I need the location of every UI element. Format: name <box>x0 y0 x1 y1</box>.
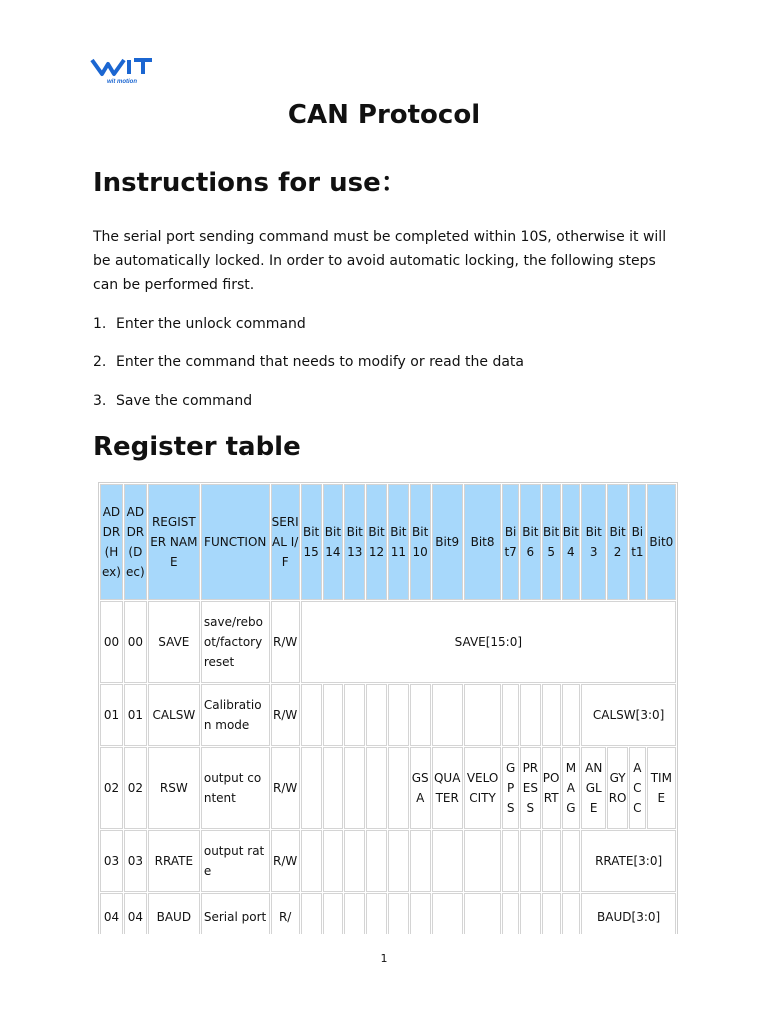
empty-bit-cell <box>344 830 365 892</box>
register-name-cell: BAUD <box>148 893 200 934</box>
header-cell: Bit4 <box>562 484 581 600</box>
register-table <box>98 482 678 934</box>
header-cell: SERIAL I/F <box>271 484 300 600</box>
instructions-heading: Instructions for use： <box>93 168 407 198</box>
step-text: Save the command <box>116 393 253 409</box>
empty-bit-cell <box>502 830 519 892</box>
bit-flag-cell: GSA <box>410 747 431 829</box>
header-cell: Bit1 <box>629 484 646 600</box>
header-cell: Bit0 <box>647 484 676 600</box>
empty-bit-cell <box>520 684 541 746</box>
header-cell: ADDR (Dec) <box>124 484 147 600</box>
header-cell: Bit12 <box>366 484 387 600</box>
empty-bit-cell <box>432 684 463 746</box>
bit-flag-cell: PORT <box>542 747 561 829</box>
serial-if-cell: R/W <box>271 601 300 683</box>
empty-bit-cell <box>562 684 581 746</box>
header-cell: REGISTER NAME <box>148 484 200 600</box>
empty-bit-cell <box>562 893 581 934</box>
bit-flag-cell: GYRO <box>607 747 628 829</box>
empty-bit-cell <box>388 893 409 934</box>
bit-flag-cell: ANGLE <box>581 747 606 829</box>
empty-bit-cell <box>301 830 322 892</box>
empty-bit-cell <box>388 747 409 829</box>
empty-bit-cell <box>502 684 519 746</box>
empty-bit-cell <box>520 830 541 892</box>
empty-bit-cell <box>366 747 387 829</box>
step-text: Enter the unlock command <box>116 316 306 332</box>
bits-cell: BAUD[3:0] <box>581 893 676 934</box>
page-number: 1 <box>380 952 388 965</box>
step-number: 3. <box>93 393 107 409</box>
header-cell: Bit14 <box>323 484 344 600</box>
empty-bit-cell <box>388 684 409 746</box>
header-cell: Bit2 <box>607 484 628 600</box>
empty-bit-cell <box>366 893 387 934</box>
addr-hex-cell: 03 <box>100 830 123 892</box>
table-row <box>100 893 676 934</box>
addr-hex-cell: 02 <box>100 747 123 829</box>
empty-bit-cell <box>410 684 431 746</box>
register-name-cell: RRATE <box>148 830 200 892</box>
step-text: Enter the command that needs to modify or read the data <box>116 354 525 370</box>
register-table-container <box>98 482 678 934</box>
step-item <box>93 393 252 409</box>
function-cell: output content <box>201 747 270 829</box>
header-cell: Bit3 <box>581 484 606 600</box>
empty-bit-cell <box>344 893 365 934</box>
empty-bit-cell <box>301 747 322 829</box>
header-cell: FUNCTION <box>201 484 270 600</box>
header-cell: Bit8 <box>464 484 501 600</box>
header-cell: Bit5 <box>542 484 561 600</box>
register-name-cell: SAVE <box>148 601 200 683</box>
function-cell: output rate <box>201 830 270 892</box>
empty-bit-cell <box>502 893 519 934</box>
serial-if-cell: R/W <box>271 830 300 892</box>
empty-bit-cell <box>323 747 344 829</box>
empty-bit-cell <box>464 684 501 746</box>
empty-bit-cell <box>410 830 431 892</box>
serial-if-cell: R/W <box>271 747 300 829</box>
bit-flag-cell: PRESS <box>520 747 541 829</box>
step-number: 1. <box>93 316 107 332</box>
addr-hex-cell: 01 <box>100 684 123 746</box>
empty-bit-cell <box>323 684 344 746</box>
bit-flag-cell: VELOCITY <box>464 747 501 829</box>
document-title: CAN Protocol <box>287 100 481 130</box>
empty-bit-cell <box>432 893 463 934</box>
addr-hex-cell: 00 <box>100 601 123 683</box>
header-cell: ADDR (Hex) <box>100 484 123 600</box>
addr-dec-cell: 03 <box>124 830 147 892</box>
register-name-cell: CALSW <box>148 684 200 746</box>
bits-cell: SAVE[15:0] <box>301 601 676 683</box>
header-cell: Bit10 <box>410 484 431 600</box>
table-row <box>100 830 676 892</box>
header-cell: Bit11 <box>388 484 409 600</box>
bit-flag-cell: ACC <box>629 747 646 829</box>
table-row <box>100 601 676 683</box>
table-row <box>100 684 676 746</box>
bit-flag-cell: TIME <box>647 747 676 829</box>
empty-bit-cell <box>464 830 501 892</box>
wit-logo-icon <box>90 52 154 86</box>
empty-bit-cell <box>464 893 501 934</box>
addr-dec-cell: 01 <box>124 684 147 746</box>
addr-dec-cell: 04 <box>124 893 147 934</box>
logo-brand-text: wit motion <box>107 79 137 85</box>
function-cell: save/reboot/factory reset <box>201 601 270 683</box>
empty-bit-cell <box>520 893 541 934</box>
empty-bit-cell <box>542 830 561 892</box>
header-cell: Bit6 <box>520 484 541 600</box>
header-cell: Bit13 <box>344 484 365 600</box>
empty-bit-cell <box>344 747 365 829</box>
bit-flag-cell: MAG <box>562 747 581 829</box>
empty-bit-cell <box>323 893 344 934</box>
bits-cell: CALSW[3:0] <box>581 684 676 746</box>
wit-motion-logo <box>90 52 154 86</box>
empty-bit-cell <box>366 684 387 746</box>
empty-bit-cell <box>542 684 561 746</box>
empty-bit-cell <box>344 684 365 746</box>
register-table-heading: Register table <box>93 432 301 462</box>
table-row <box>100 747 676 829</box>
function-cell: Calibration mode <box>201 684 270 746</box>
empty-bit-cell <box>301 893 322 934</box>
bit-flag-cell: GPS <box>502 747 519 829</box>
bit-flag-cell: QUATER <box>432 747 463 829</box>
serial-if-cell: R/W <box>271 684 300 746</box>
function-cell: Serial port <box>201 893 270 934</box>
bits-cell: RRATE[3:0] <box>581 830 676 892</box>
empty-bit-cell <box>301 684 322 746</box>
step-item <box>93 354 524 370</box>
header-cell: Bit15 <box>301 484 322 600</box>
empty-bit-cell <box>432 830 463 892</box>
step-number: 2. <box>93 354 107 370</box>
serial-if-cell: R/ <box>271 893 300 934</box>
step-item <box>93 316 306 332</box>
empty-bit-cell <box>323 830 344 892</box>
header-cell: Bit7 <box>502 484 519 600</box>
empty-bit-cell <box>410 893 431 934</box>
table-header-row <box>100 484 676 600</box>
empty-bit-cell <box>562 830 581 892</box>
empty-bit-cell <box>366 830 387 892</box>
addr-hex-cell: 04 <box>100 893 123 934</box>
addr-dec-cell: 00 <box>124 601 147 683</box>
register-name-cell: RSW <box>148 747 200 829</box>
addr-dec-cell: 02 <box>124 747 147 829</box>
empty-bit-cell <box>388 830 409 892</box>
intro-paragraph: The serial port sending command must be completed within 10S, otherwise it will be automatically locked. In order to avoid automatic locking, the following steps can be performed first. <box>93 229 667 293</box>
header-cell: Bit9 <box>432 484 463 600</box>
empty-bit-cell <box>542 893 561 934</box>
